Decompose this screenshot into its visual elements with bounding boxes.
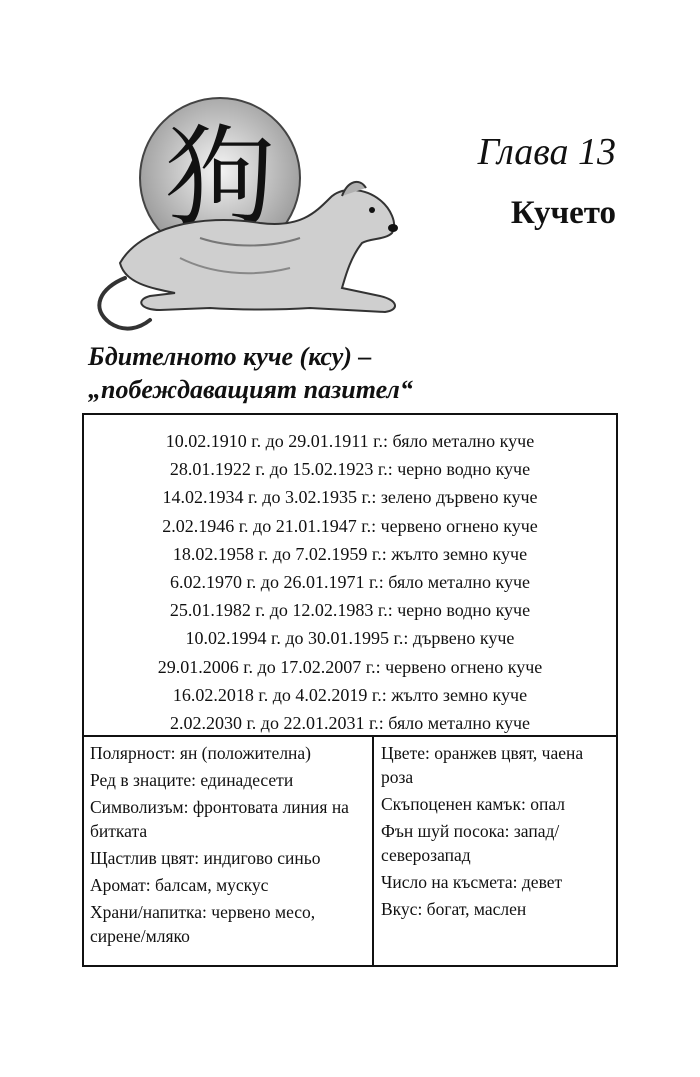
year-entry: 6.02.1970 г. до 26.01.1971 г.: бяло метално куче [169, 571, 531, 592]
attributes-left-column [84, 737, 374, 965]
year-entry: 10.02.1910 г. до 29.01.1911 г.: бяло метално куче [165, 431, 535, 451]
attribute-taste: Вкус: богат, маслен [381, 899, 527, 919]
chapter-title: Кучето [510, 195, 616, 231]
year-entry: 18.02.1958 г. до 7.02.1959 г.: жълто земно куче [172, 543, 528, 564]
info-box [82, 413, 618, 967]
attribute-order: Ред в знаците: единадесети [90, 770, 294, 790]
dog-illustration [80, 88, 420, 338]
year-entry: 25.01.1982 г. до 12.02.1983 г.: черно водно куче [169, 600, 531, 621]
attribute-food: Храни/напитка: червено месо, сирене/мляко [90, 902, 316, 946]
year-entry: 16.02.2018 г. до 4.02.2019 г.: жълто земно куче [172, 684, 528, 705]
year-entry: 2.02.2030 г. до 22.01.2031 г.: бяло метално куче [169, 712, 531, 733]
attribute-flowers: Цветe: оранжев цвят, чаена роза [381, 743, 584, 787]
year-entry: 29.01.2006 г. до 17.02.2007 г.: червено огнено куче [157, 656, 543, 677]
subtitle [88, 340, 413, 406]
year-entry: 10.02.1994 г. до 30.01.1995 г.: дървено куче [185, 628, 515, 649]
attribute-feng-shui: Фън шуй посока: запад/ северозапад [381, 821, 560, 865]
year-entry: 2.02.1946 г. до 21.01.1947 г.: червено огнено куче [162, 515, 538, 536]
attributes-right-column [374, 737, 616, 965]
chinese-character: 狗 [165, 114, 275, 242]
attributes [84, 737, 616, 965]
subtitle-line-1: Бдителното куче (ксу) – [88, 342, 372, 371]
chapter-number: Глава 13 [477, 131, 616, 173]
subtitle-line-2: „побеждаващият пазител“ [88, 375, 413, 404]
year-list [84, 415, 616, 737]
attribute-lucky-color: Щастлив цвят: индигово синьо [90, 848, 321, 868]
year-entry: 28.01.1922 г. до 15.02.1923 г.: черно водно куче [169, 459, 531, 480]
attribute-aroma: Аромат: балсам, мускус [90, 875, 269, 895]
attribute-lucky-number: Число на късмета: девет [381, 872, 563, 892]
year-entry: 14.02.1934 г. до 3.02.1935 г.: зелено дървено куче [162, 487, 538, 508]
attribute-polarity: Полярност: ян (положителна) [90, 743, 312, 763]
attribute-gemstone: Скъпоценен камък: опал [381, 794, 565, 814]
attribute-symbolism: Символизъм: фронтовата линия на битката [90, 797, 349, 841]
